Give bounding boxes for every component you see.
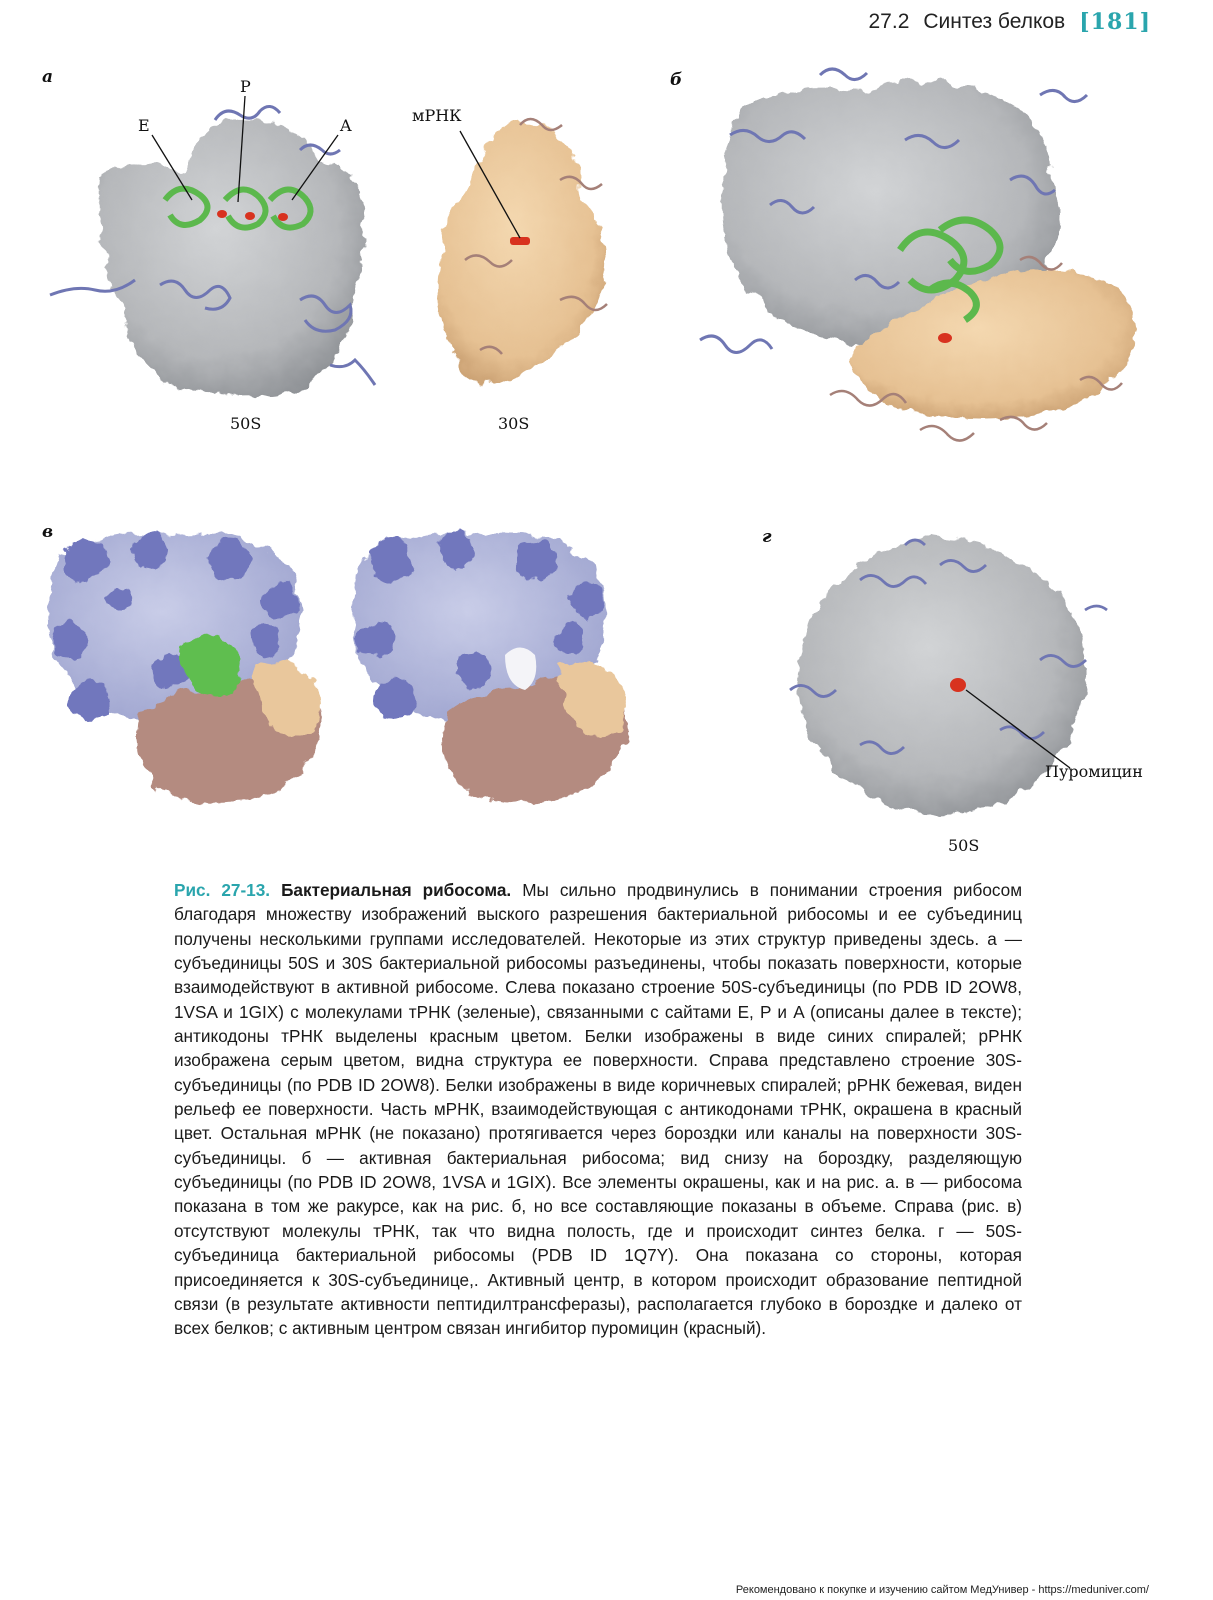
panel-v-left-ribosome bbox=[49, 532, 323, 803]
section-title: Синтез белков bbox=[923, 10, 1066, 33]
panel-a-30s-subunit bbox=[439, 119, 607, 385]
label-puromycin: Пуромицин bbox=[1045, 762, 1143, 781]
label-e-site: E bbox=[138, 116, 150, 135]
panel-letter-a: а bbox=[42, 67, 54, 87]
label-g-50s: 50S bbox=[948, 836, 980, 855]
section-number: 27.2 bbox=[868, 10, 910, 33]
caption-number: Рис. 27-13. bbox=[174, 880, 271, 900]
figure-caption bbox=[174, 878, 1022, 1341]
panel-letter-g: г bbox=[762, 527, 772, 547]
panel-v-right-ribosome bbox=[354, 532, 628, 803]
label-a-site: A bbox=[340, 116, 352, 135]
page-number: [181] bbox=[1079, 9, 1151, 35]
caption-text: Мы сильно продвинулись в понимании строения рибосом благодаря множеству изображений выского разрешения бактериальной рибосомы и ее субъединиц получены несколькими группами исследователей. Некоторые из этих структур приведены здесь. а — субъединицы 50S и 30S бактериальной рибосомы разъединены, чтобы показать поверхности, которые взаимодействуют в активной рибосоме. Слева показано строение 50S-субъединицы (по PDB ID 2OW8, 1VSA и 1GIX) с молекулами тРНК (зеленые), связанными с сайтами E, P и A (описаны далее в тексте); антикодоны тРНК выделены красным цветом. Белки изображены в виде синих спиралей; рРНК изображена серым цветом, видна структура ее поверхности. Справа представлено строение 30S-субъединицы (по PDB ID 2OW8). Белки изображены в виде коричневых спиралей; рРНК бежевая, виден рельеф ее поверхности. Часть мРНК, взаимодействующая с антикодонами тРНК, окрашена в красный цвет. Остальная мРНК (не показано) протягивается через бороздки или каналы на поверхности 30S-субъединицы. б — активная бактериальная рибосома; вид снизу на бороздку, разделяющую субъединицы (по PDB ID 2OW8, 1VSA и 1GIX). Все элементы окрашены, как и на рис. а. в — рибосома показана в том же ракурсе, как на рис. б, но все составляющие показаны в объеме. Справа (рис. в) отсутствуют молекулы тРНК, так что видна полость, где и происходит синтез белка. г — 50S-субъединица бактериальной рибосомы (PDB ID 1Q7Y). Она показана со стороны, которая присоединяется к 30S-субъединице,. Активный центр, в котором происходит образование пептидной связи (в результате активности пептидилтрансферазы), располагается глубоко в бороздке и далеко от всех белков; с активным центром связан ингибитор пуромицин (красный). bbox=[174, 880, 1023, 1339]
label-50s: 50S bbox=[230, 414, 262, 433]
label-p-site: P bbox=[240, 77, 251, 96]
label-mrna: мРНК bbox=[412, 106, 462, 125]
label-30s: 30S bbox=[498, 414, 530, 433]
panel-a-50s-subunit bbox=[50, 96, 375, 396]
panel-b-ribosome bbox=[700, 69, 1135, 441]
panel-letter-b: б bbox=[670, 70, 683, 90]
panel-letter-v: в bbox=[42, 522, 54, 542]
caption-title: Бактериальная рибосома. bbox=[281, 880, 512, 900]
footer-note: Рекомендовано к покупке и изучению сайтом МедУнивер - https://meduniver.com/ bbox=[735, 1584, 1149, 1596]
